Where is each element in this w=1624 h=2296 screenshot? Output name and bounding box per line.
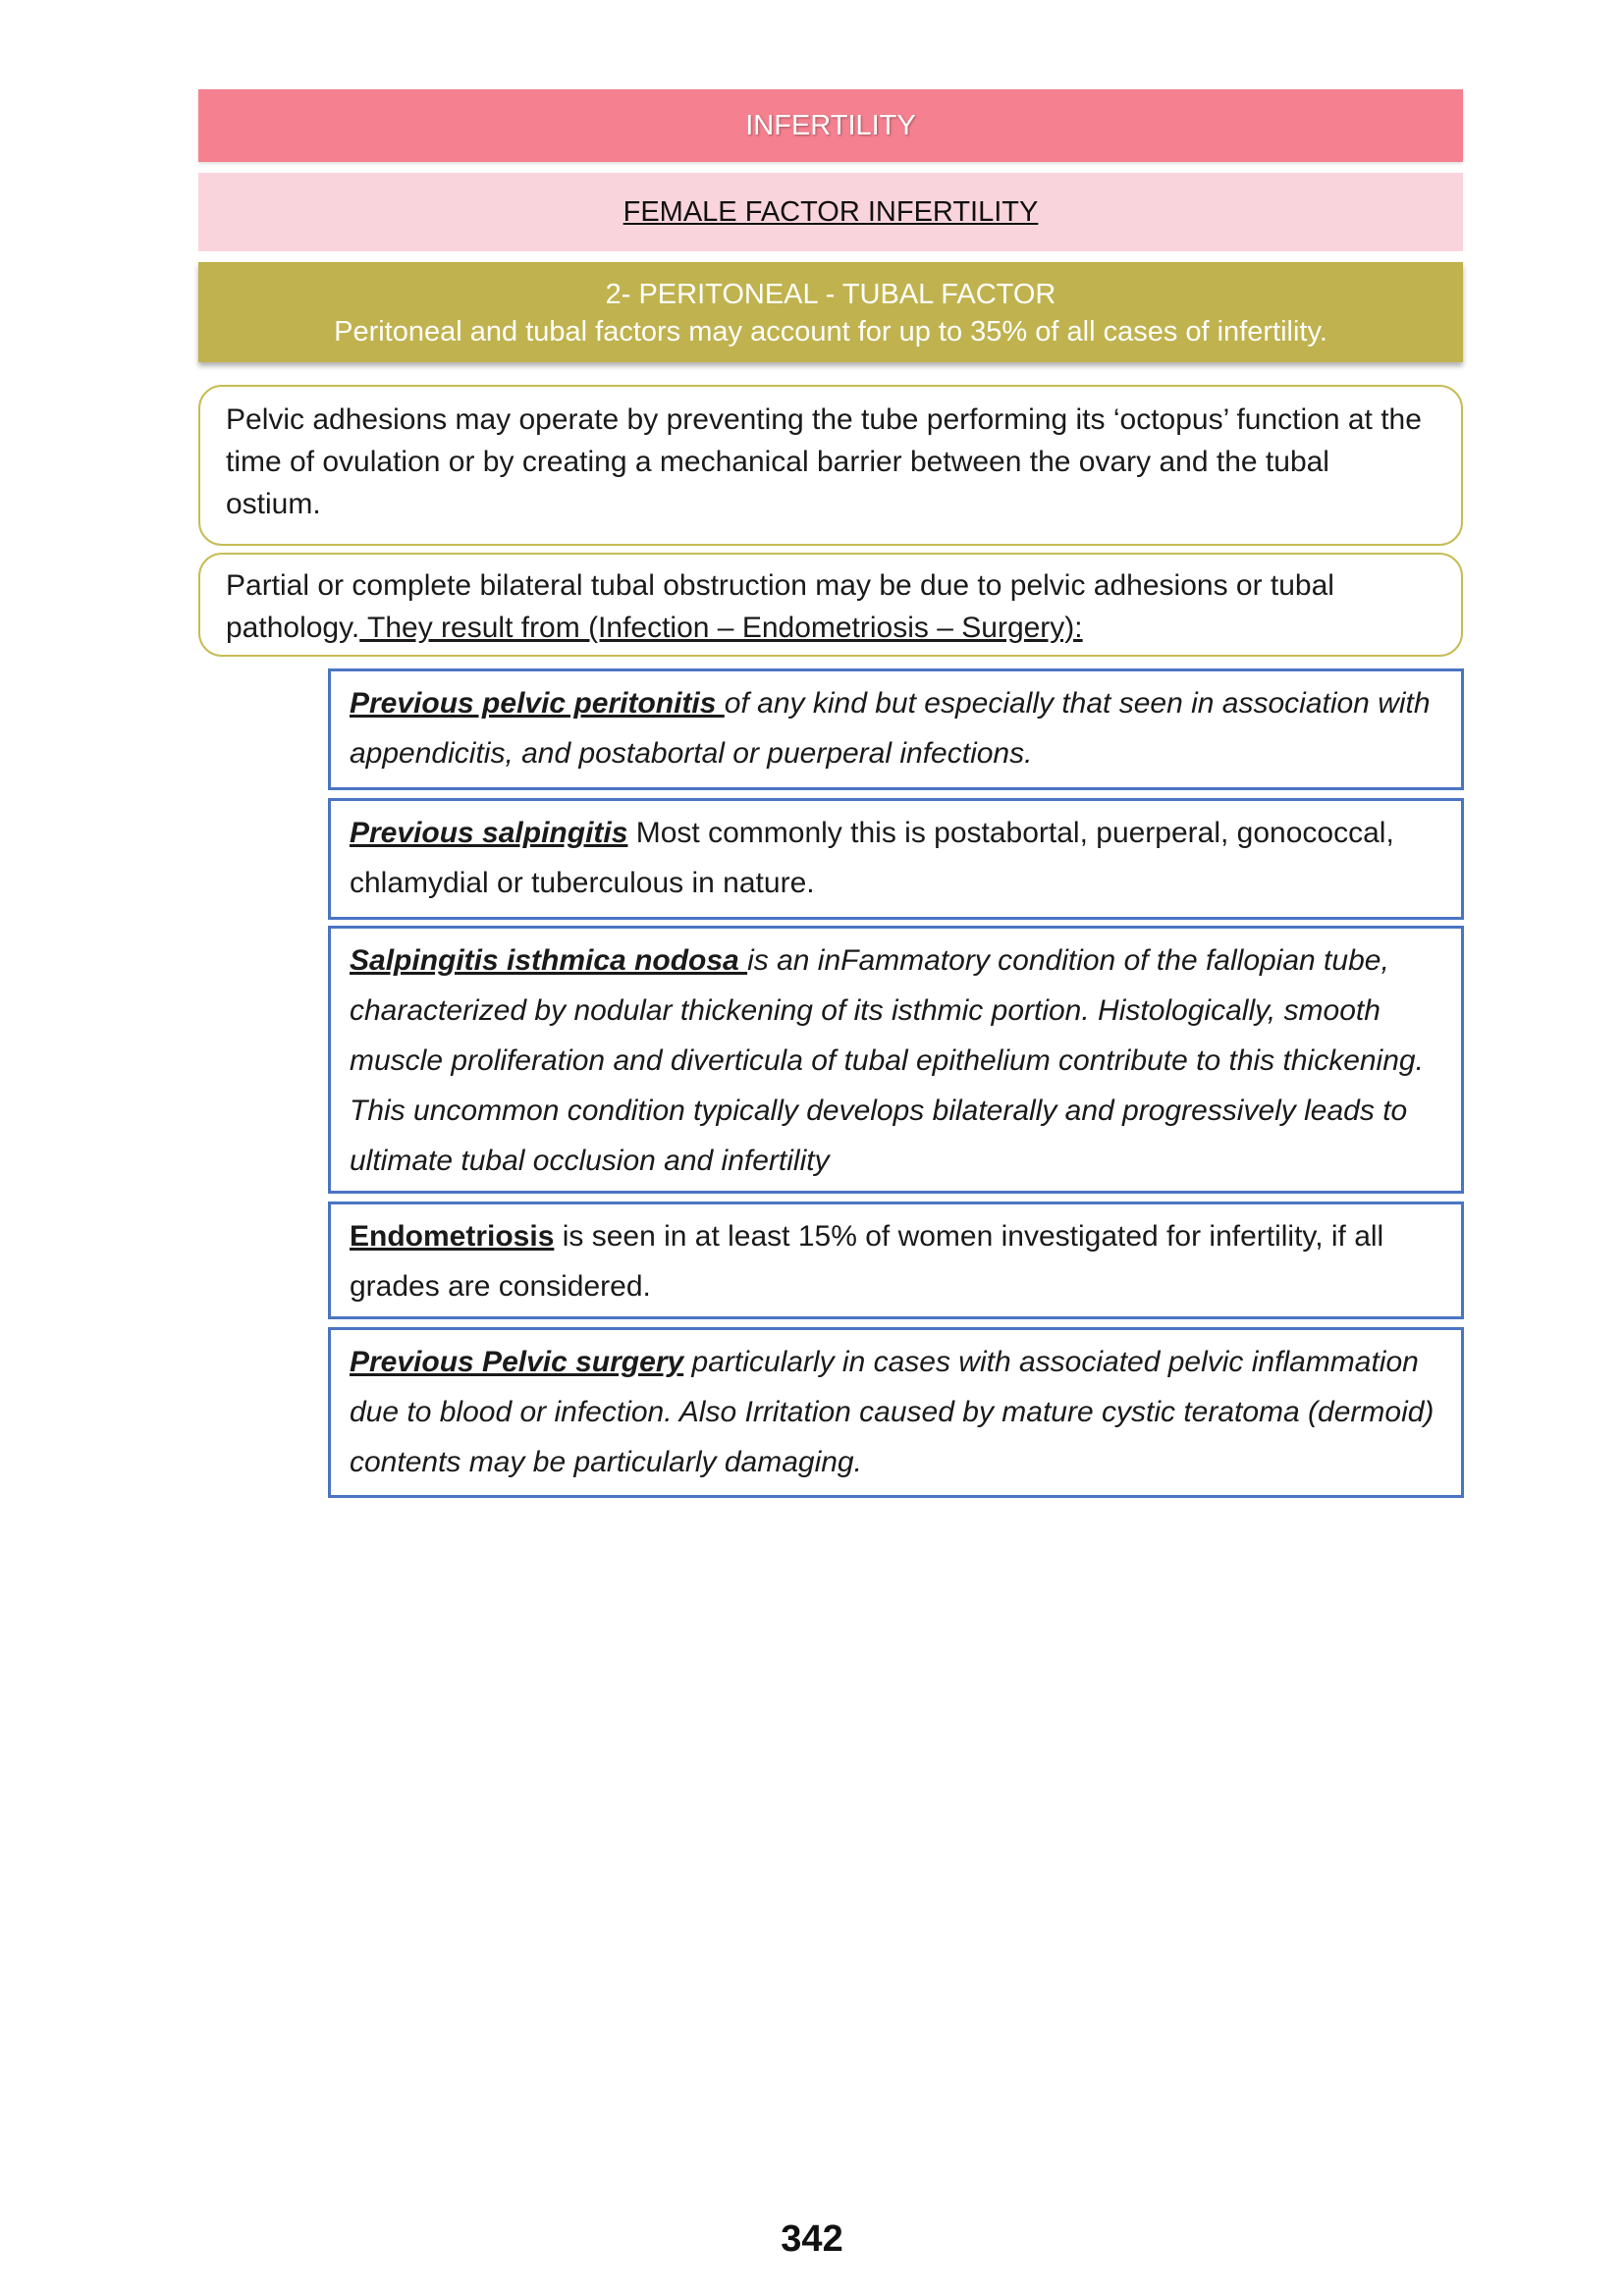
cause-text: Most commonly this is postabortal, puerperal, gonococcal, chlamydial or tuberculous in nature. [350,817,1394,899]
cause-text: of any kind but especially that seen in association with appendicitis, and postabortal or puerperal infections. [350,687,1431,770]
section-banner [198,262,1463,362]
cause-card [328,798,1464,920]
cause-card [328,1327,1464,1498]
cause-title: Previous pelvic peritonitis [350,687,725,720]
page-number: 342 [781,2218,843,2260]
subtitle-banner [198,173,1463,251]
cause-card [328,668,1464,790]
cause-text: particularly in cases with associated pelvic inflammation due to blood or infection. Also Irritation caused by mature cystic teratoma (dermoid) contents may be particularly damaging. [350,1346,1435,1478]
adhesions-box [198,385,1463,546]
cause-card [328,1201,1464,1319]
cause-card [328,926,1464,1194]
section-title: 2- PERITONEAL - TUBAL FACTOR [605,279,1056,310]
obstruction-causes-text: They result from (Infection – Endometriosis – Surgery): [359,612,1083,644]
cause-title: Salpingitis isthmica nodosa [350,944,748,977]
page-title: INFERTILITY [745,110,916,141]
cause-text: is seen in at least 15% of women investigated for infertility, if all grades are considered. [350,1220,1384,1303]
cause-title: Previous salpingitis [350,817,628,849]
obstruction-lead-text: Partial or complete bilateral tubal obstruction may be due to pelvic adhesions or tubal pathology. [226,569,1334,644]
cause-title: Previous Pelvic surgery [350,1346,684,1378]
title-banner [198,89,1463,162]
cause-text: is an inFammatory condition of the fallopian tube, characterized by nodular thickening of its isthmic portion. Histologically, smooth muscle proliferation and diverticula of tubal epithelium contribute to this thickening. This uncommon condition typically develops bilaterally and progressively leads to ultimate tubal occlusion and infertility [350,944,1424,1177]
cause-title: Endometriosis [350,1220,555,1253]
obstruction-box [198,553,1463,657]
section-subtitle: Peritoneal and tubal factors may account for up to 35% of all cases of infertility. [334,316,1327,347]
page-subtitle: FEMALE FACTOR INFERTILITY [623,196,1039,228]
adhesions-text: Pelvic adhesions may operate by preventing the tube performing its ‘octopus’ function at the time of ovulation or by creating a mechanical barrier between the ovary and the tubal ostium. [226,403,1422,520]
